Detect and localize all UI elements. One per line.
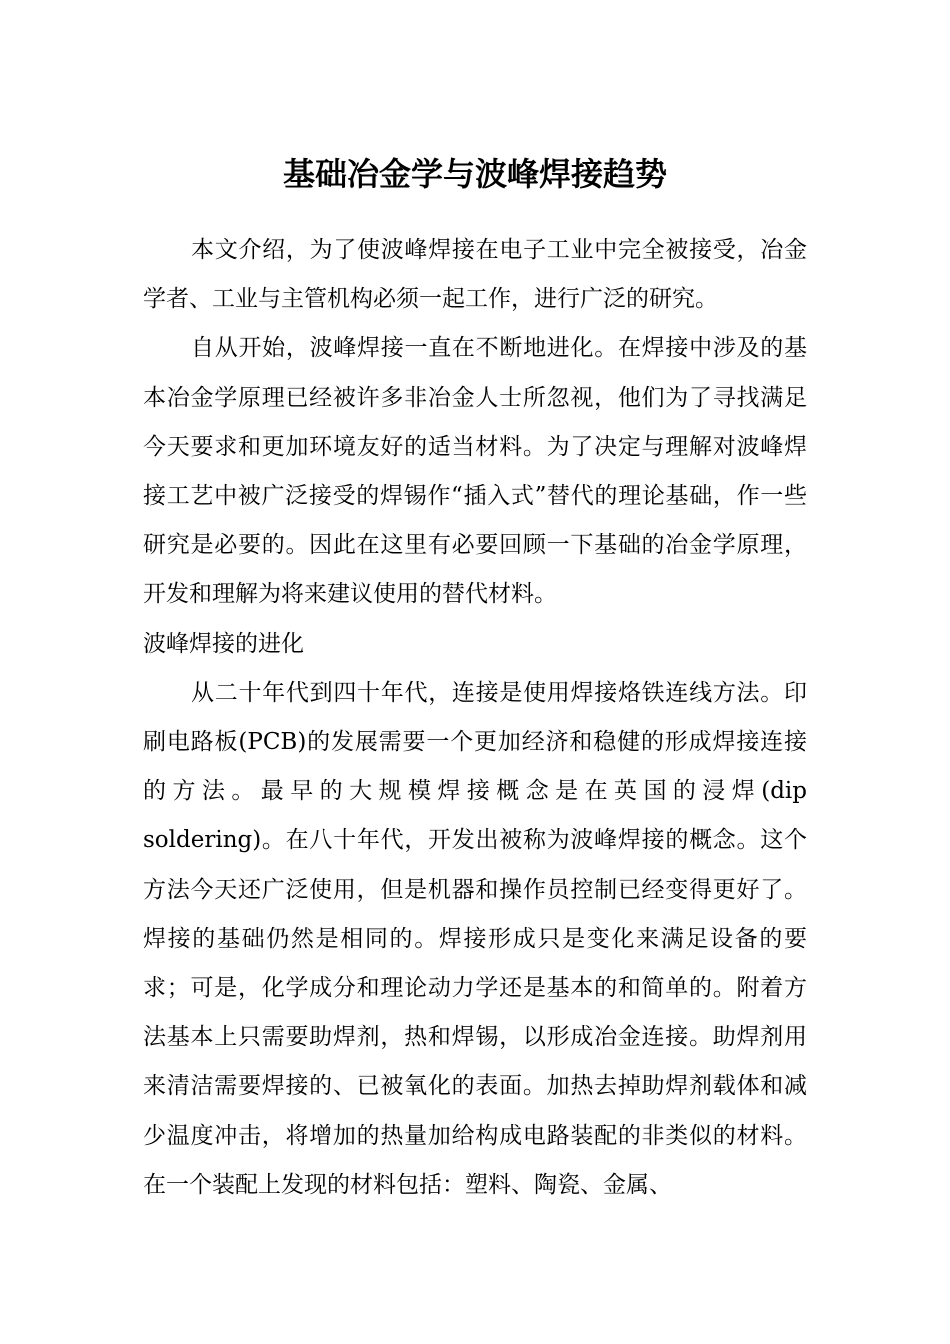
background-paragraph: 自从开始，波峰焊接一直在不断地进化。在焊接中涉及的基本冶金学原理已经被许多非冶金人士所忽视，他们为了寻找满足今天要求和更加环境友好的适当材料。为了决定与理解对波峰焊接工艺中被广泛接受的焊锡作“插入式”替代的理论基础，作一些研究是必要的。因此在这里有必要回顾一下基础的冶金学原理，开发和理解为将来建议使用的替代材料。: [143, 335, 807, 608]
document-title: 基础冶金学与波峰焊接趋势: [282, 155, 667, 194]
document-body: [143, 226, 807, 1210]
intro-paragraph: 本文介绍，为了使波峰焊接在电子工业中完全被接受，冶金学者、工业与主管机构必须一起工作，进行广泛的研究。: [143, 237, 807, 313]
section-paragraph: 从二十年代到四十年代，连接是使用焊接烙铁连线方法。印刷电路板(PCB)的发展需要一个更加经济和稳健的形成焊接连接的方法。最早的大规模焊接概念是在英国的浸焊(dip soldering)。在八十年代，开发出被称为波峰焊接的概念。这个方法今天还广泛使用，但是机器和操作员控制已经变得更好了。焊接的基础仍然是相同的。焊接形成只是变化来满足设备的要求；可是，化学成分和理论动力学还是基本的和简单的。附着方法基本上只需要助焊剂，热和焊锡，以形成冶金连接。助焊剂用来清洁需要焊接的、已被氧化的表面。加热去掉助焊剂载体和减少温度冲击，将增加的热量加给构成电路装配的非类似的材料。在一个装配上发现的材料包括：塑料、陶瓷、金属、: [143, 679, 807, 1198]
section-heading: 波峰焊接的进化: [143, 630, 304, 657]
